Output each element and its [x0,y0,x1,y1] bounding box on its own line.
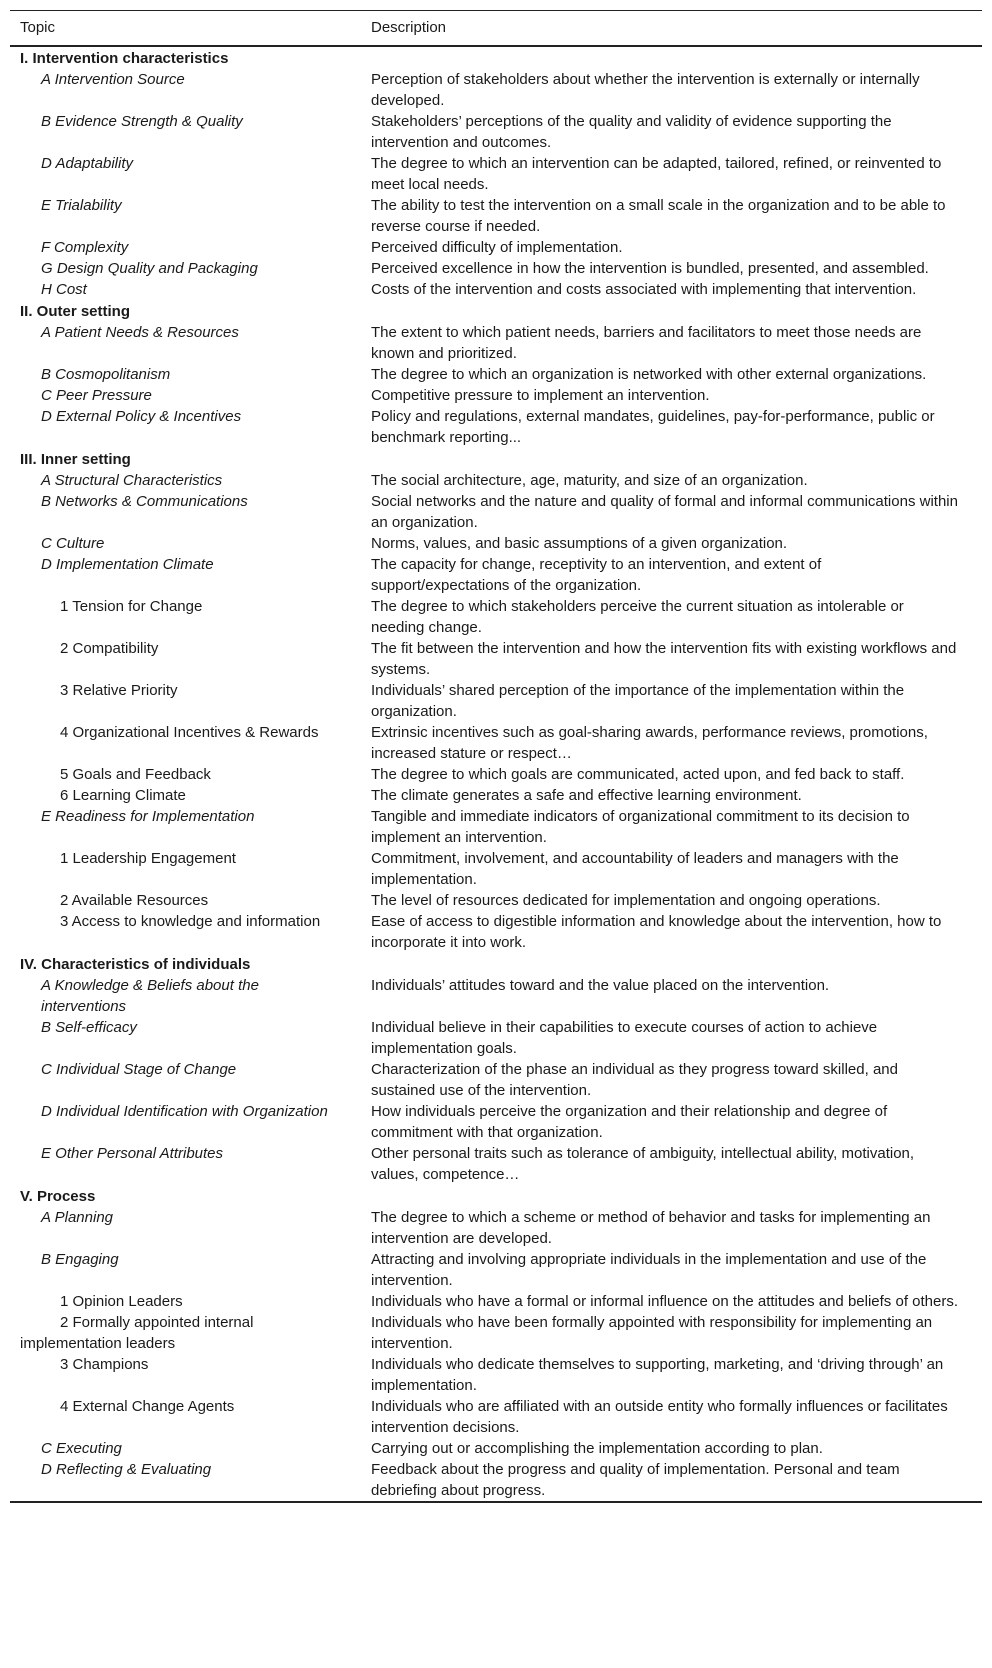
section-title: III. Inner setting [20,451,131,468]
table-row [10,722,982,764]
topic-cell: F Complexity [41,239,129,256]
table-row [10,911,982,953]
table-row [10,806,982,848]
section-row [10,1185,982,1207]
table-row [10,554,982,596]
table-row [10,638,982,680]
table-row [10,1143,982,1185]
description-cell: Characterization of the phase an individual as they progress toward skilled, and sustained use of the intervention. [371,1061,898,1099]
table-row [10,975,982,1017]
section-row [10,953,982,975]
topic-cell: C Culture [41,535,105,552]
table-row [10,470,982,491]
topic-cell: C Individual Stage of Change [41,1061,237,1078]
topic-cell: 1 Leadership Engagement [60,850,236,867]
description-cell: Ease of access to digestible information and knowledge about the intervention, how to incorporate it into work. [371,913,942,951]
table-row [10,111,982,153]
section-title: II. Outer setting [20,303,131,320]
table-row [10,1312,982,1354]
topic-cell: A Planning [41,1209,113,1226]
table-row [10,69,982,111]
header-description: Description [371,19,447,36]
section-title: I. Intervention characteristics [20,50,229,67]
description-cell: Individuals who have a formal or informal influence on the attitudes and beliefs of others. [371,1293,959,1310]
description-cell: Individuals’ shared perception of the importance of the implementation within the organization. [371,682,905,720]
topic-cell: C Peer Pressure [41,387,152,404]
section-row [10,46,982,69]
topic-cell: D Individual Identification with Organization [41,1103,328,1120]
table-row [10,1059,982,1101]
description-cell: The degree to which an organization is networked with other external organizations. [371,366,927,383]
section-title: V. Process [20,1188,96,1205]
header-row [10,11,982,47]
description-cell: The degree to which goals are communicated, acted upon, and fed back to staff. [371,766,905,783]
description-cell: Social networks and the nature and quality of formal and informal communications within an organization. [371,493,958,531]
topic-cell: B Engaging [41,1251,119,1268]
topic-cell: B Cosmopolitanism [41,366,171,383]
topic-cell: D Adaptability [41,155,133,172]
description-cell: The extent to which patient needs, barriers and facilitators to meet those needs are known and prioritized. [371,324,922,362]
topic-cell: D Implementation Climate [41,556,214,573]
table-row [10,848,982,890]
topic-cell: G Design Quality and Packaging [41,260,258,277]
description-cell: Attracting and involving appropriate individuals in the implementation and use of the intervention. [371,1251,927,1289]
topic-cell: 3 Relative Priority [60,682,178,699]
topic-cell: 1 Tension for Change [60,598,203,615]
table-row [10,533,982,554]
topic-cell: E Readiness for Implementation [41,808,255,825]
table-row [10,491,982,533]
topic-cell: 3 Access to knowledge and information [60,913,321,930]
description-cell: Feedback about the progress and quality of implementation. Personal and team debriefing about progress. [371,1461,900,1499]
description-cell: The social architecture, age, maturity, and size of an organization. [371,472,808,489]
table-row [10,364,982,385]
topic-cell: E Other Personal Attributes [41,1145,224,1162]
table-row [10,890,982,911]
table-row [10,258,982,279]
table-row [10,1249,982,1291]
topic-cell: 4 Organizational Incentives & Rewards [60,724,319,741]
table-body [10,46,982,1502]
section-row [10,448,982,470]
table-row [10,153,982,195]
description-cell [351,953,982,975]
section-title: IV. Characteristics of individuals [20,956,251,973]
section-row [10,300,982,322]
topic-cell: 2 Available Resources [60,892,209,909]
topic-cell: 2 Formally appointed internal implementation leaders [20,1314,254,1352]
topic-cell: D External Policy & Incentives [41,408,242,425]
description-cell: Commitment, involvement, and accountability of leaders and managers with the implementation. [371,850,899,888]
topic-cell: A Patient Needs & Resources [41,324,239,341]
table-row [10,1017,982,1059]
topic-cell: 5 Goals and Feedback [60,766,211,783]
table-row [10,785,982,806]
topic-cell: B Networks & Communications [41,493,248,510]
description-cell: Individual believe in their capabilities to execute courses of action to achieve implementation goals. [371,1019,878,1057]
description-cell: Individuals who dedicate themselves to supporting, marketing, and ‘driving through’ an implementation. [371,1356,944,1394]
header-topic: Topic [20,19,56,36]
description-cell: Individuals who have been formally appointed with responsibility for implementing an intervention. [371,1314,933,1352]
description-cell: The degree to which stakeholders perceive the current situation as intolerable or needing change. [371,598,904,636]
description-cell: Competitive pressure to implement an intervention. [371,387,710,404]
table-row [10,237,982,258]
description-cell: Individuals who are affiliated with an outside entity who formally influences or facilitates intervention decisions. [371,1398,948,1436]
description-cell: The capacity for change, receptivity to an intervention, and extent of support/expectations of the organization. [371,556,822,594]
table-row [10,596,982,638]
table-row [10,322,982,364]
description-cell: The climate generates a safe and effective learning environment. [371,787,802,804]
description-cell: The degree to which a scheme or method of behavior and tasks for implementing an intervention are developed. [371,1209,931,1247]
description-cell: Perceived excellence in how the intervention is bundled, presented, and assembled. [371,260,929,277]
table-row [10,1438,982,1459]
table-row [10,680,982,722]
table-row [10,279,982,300]
description-cell: Tangible and immediate indicators of organizational commitment to its decision to implement an intervention. [371,808,910,846]
table-row [10,406,982,448]
topic-cell: 6 Learning Climate [60,787,186,804]
table-row [10,1396,982,1438]
description-cell: Perception of stakeholders about whether the intervention is externally or internally developed. [371,71,920,109]
description-cell: Policy and regulations, external mandates, guidelines, pay-for-performance, public or benchmark reporting... [371,408,935,446]
description-cell: Norms, values, and basic assumptions of a given organization. [371,535,788,552]
table-row [10,1207,982,1249]
description-cell [351,300,982,322]
table-row [10,385,982,406]
table-row [10,1101,982,1143]
description-cell: The fit between the intervention and how the intervention fits with existing workflows and systems. [371,640,957,678]
description-cell: Costs of the intervention and costs associated with implementing that intervention. [371,281,917,298]
topic-cell: 4 External Change Agents [60,1398,235,1415]
description-cell: Perceived difficulty of implementation. [371,239,623,256]
description-cell: Individuals’ attitudes toward and the value placed on the intervention. [371,977,830,994]
table-row [10,195,982,237]
description-cell [351,1185,982,1207]
topic-cell: A Structural Characteristics [41,472,223,489]
description-cell: Stakeholders’ perceptions of the quality and validity of evidence supporting the intervention and outcomes. [371,113,892,151]
description-cell: How individuals perceive the organization and their relationship and degree of commitment with that organization. [371,1103,888,1141]
framework-table-container [10,10,982,1503]
description-cell: Other personal traits such as tolerance of ambiguity, intellectual ability, motivation, values, competence… [371,1145,915,1183]
table-row [10,1354,982,1396]
description-cell [351,46,982,69]
description-cell: The ability to test the intervention on a small scale in the organization and to be able to reverse course if needed. [371,197,946,235]
table-row [10,1291,982,1312]
description-cell: Extrinsic incentives such as goal-sharing awards, performance reviews, promotions, increased stature or respect… [371,724,928,762]
description-cell [351,448,982,470]
framework-table [10,10,982,1503]
description-cell: Carrying out or accomplishing the implementation according to plan. [371,1440,823,1457]
topic-cell: 3 Champions [60,1356,149,1373]
topic-cell: C Executing [41,1440,122,1457]
table-row [10,1459,982,1502]
topic-cell: 2 Compatibility [60,640,159,657]
topic-cell: D Reflecting & Evaluating [41,1461,212,1478]
topic-cell: 1 Opinion Leaders [60,1293,183,1310]
description-cell: The level of resources dedicated for implementation and ongoing operations. [371,892,881,909]
topic-cell: A Intervention Source [41,71,185,88]
topic-cell: H Cost [41,281,87,298]
description-cell: The degree to which an intervention can be adapted, tailored, refined, or reinvented to meet local needs. [371,155,942,193]
topic-cell: B Evidence Strength & Quality [41,113,243,130]
table-header [10,11,982,47]
topic-cell: A Knowledge & Beliefs about the interventions [41,977,259,1015]
topic-cell: E Trialability [41,197,122,214]
table-row [10,764,982,785]
topic-cell: B Self-efficacy [41,1019,137,1036]
